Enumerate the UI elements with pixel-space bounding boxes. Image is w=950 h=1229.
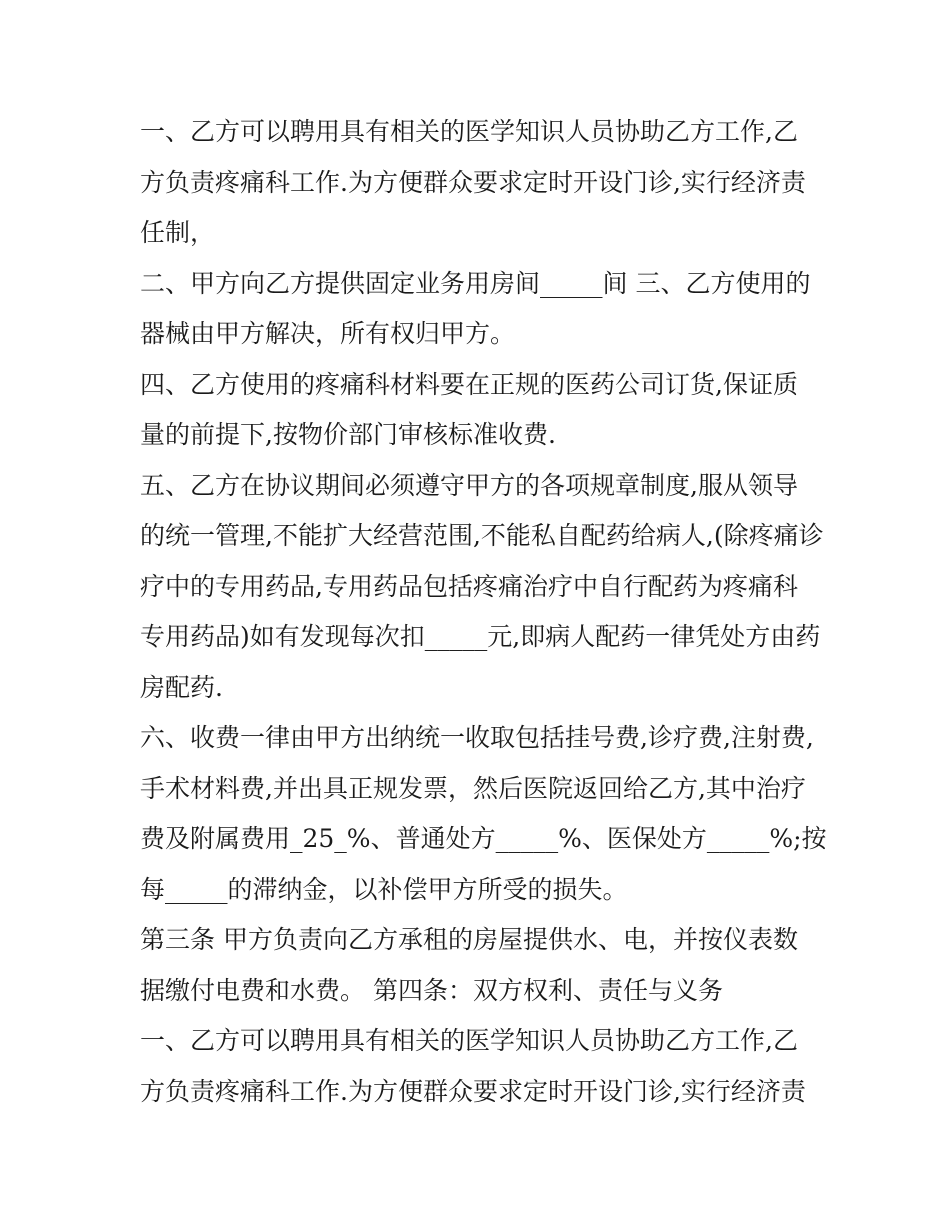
text-line: 第三条 甲方负责向乙方承租的房屋提供水、电，并按仪表数 xyxy=(140,925,798,954)
text-line: 二、甲方向乙方提供固定业务用房间_____间 三、乙方使用的 xyxy=(140,268,811,298)
text-line: 任制， xyxy=(140,218,216,247)
text-line: 方负责疼痛科工作.为方便群众要求定时开设门诊,实行经济责 xyxy=(140,1076,806,1106)
document-body xyxy=(140,107,827,1117)
text-line: 费及附属费用_25_%、普通处方_____%、医保处方_____%;按 xyxy=(140,824,827,853)
text-line: 一、乙方可以聘用具有相关的医学知识人员协助乙方工作,乙 xyxy=(140,117,798,146)
text-line: 的统一管理,不能扩大经营范围,不能私自配药给病人,(除疼痛诊 xyxy=(140,521,824,550)
text-line: 据缴付电费和水费。 第四条：双方权利、责任与义务 xyxy=(140,975,723,1005)
text-line: 五、乙方在协议期间必须遵守甲方的各项规章制度,服从领导 xyxy=(140,470,798,500)
text-line: 器械由甲方解决，所有权归甲方。 xyxy=(140,319,516,348)
text-line: 四、乙方使用的疼痛科材料要在正规的医药公司订货,保证质 xyxy=(140,369,798,399)
text-line: 量的前提下,按物价部门审核标准收费. xyxy=(140,420,556,449)
text-line: 疗中的专用药品,专用药品包括疼痛治疗中自行配药为疼痛科 xyxy=(140,571,798,601)
text-line: 每_____的滞纳金，以补偿甲方所受的损失。 xyxy=(140,874,628,904)
text-line: 手术材料费,并出具正规发票，然后医院返回给乙方,其中治疗 xyxy=(140,773,806,803)
text-line: 方负责疼痛科工作.为方便群众要求定时开设门诊,实行经济责 xyxy=(140,167,806,197)
text-line: 专用药品)如有发现每次扣_____元,即病人配药一律凭处方由药 xyxy=(140,622,821,651)
text-line: 六、收费一律由甲方出纳统一收取包括挂号费,诊疗费,注射费, xyxy=(140,723,814,752)
text-line: 房配药. xyxy=(140,672,223,702)
text-line: 一、乙方可以聘用具有相关的医学知识人员协助乙方工作,乙 xyxy=(140,1026,798,1055)
